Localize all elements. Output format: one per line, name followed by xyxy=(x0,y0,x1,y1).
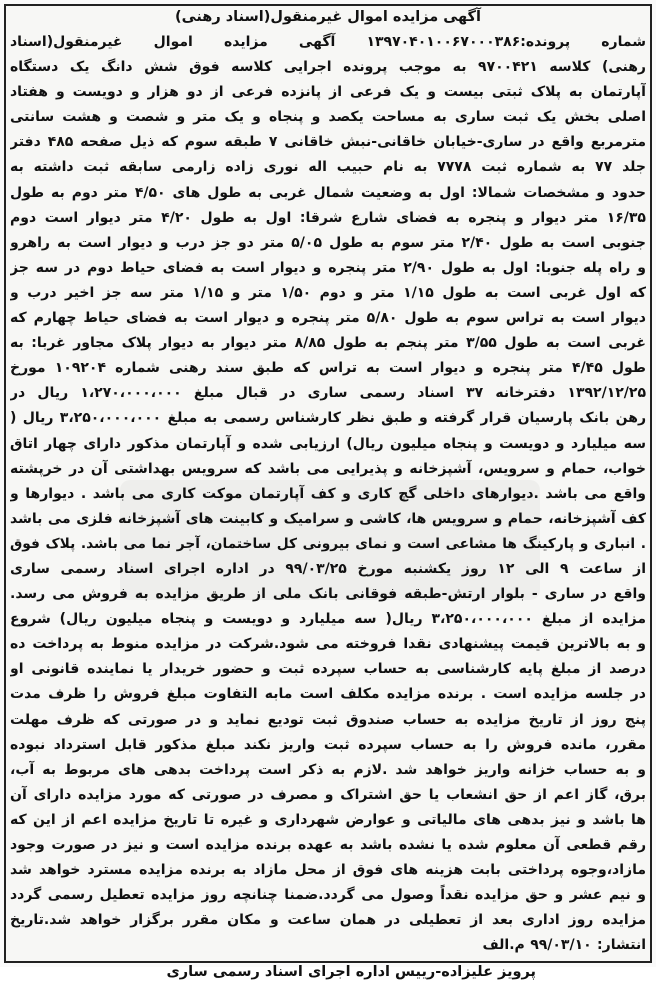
notice-line: و نیم عشر و حق مزایده نقداً وصول می گردد.ضمنا چنانچه روز مزایده تعطیل رسمی گردد xyxy=(10,887,646,904)
notice-line: مازاد،وجوه پرداختی بابت هزینه های فوق از محل مازاد به برنده مزایده مسترد خواهد شد xyxy=(10,862,646,879)
notice-line: ۱۳۹۲/۱۲/۲۵ دفترخانه ۳۷ اسناد رسمی ساری در قبال مبلغ ۱،۲۷۰،۰۰۰،۰۰۰ ریال در xyxy=(10,385,646,402)
notice-line: ها باشد و نیز بدهی های مالیاتی و عوارض شهرداری و غیره تا تاریخ مزایده اعم از این که xyxy=(10,811,646,828)
notice-line: واقع می باشد .دیوارهای داخلی گچ کاری و کف آپارتمان موکت کاری می باشد . دیوارها و xyxy=(10,485,646,502)
notice-line: جنوبی است به طول ۲/۴۰ متر سوم به طول ۵/۰۵ متر دو جز درب و دیوار است به راهرو xyxy=(10,234,646,251)
auction-notice xyxy=(10,6,646,981)
notice-line: ۱۶/۳۵ متر دیوار و پنجره به فضای شارع شرقا: اول به طول ۴/۲۰ متر دیوار است دوم xyxy=(10,209,646,226)
notice-line: رهن بانک پارسیان قرار گرفته و طبق نظر کارشناس رسمی به مبلغ ۳،۲۵۰،۰۰۰،۰۰۰ ریال ( xyxy=(10,410,646,427)
notice-line: رهنی) کلاسه ۹۷۰۰۴۲۱ به موجب پرونده اجرایی کلاسه فوق شش دانگ یک دستگاه xyxy=(10,59,646,76)
notice-line: درصد از مبلغ پایه کارشناسی به حساب سپرده ثبت و حضور خریدار یا نماینده قانونی او xyxy=(10,661,646,678)
notice-line: مقرر، مانده فروش را به حساب سپرده ثبت واریز نکند مبلغ مذکور قابل استرداد نبوده xyxy=(10,736,646,753)
notice-line: کف آشپزخانه، حمام و سرویس ها، کاشی و سرامیک و کابینت های آشپزخانه فلزی می باشد xyxy=(10,510,646,527)
notice-line: . انباری و پارکینگ ها مشاعی است و نمای بیرونی کل ساختمان، آجر نما می باشد. پلاک فوق xyxy=(10,535,646,552)
notice-line: سه میلیارد و دویست و پنجاه میلیون ریال) ارزیابی شده و آپارتمان مذکور دارای چهار اتاق xyxy=(10,435,646,452)
notice-line: و به بالاترین قیمت پیشنهادی نقدا فروخته می شود.شرکت در مزایده منوط به پرداخت ده xyxy=(10,636,646,653)
notice-line: جلد ۷۷ به شماره ثبت ۷۷۷۸ به نام حبیب اله نوری زاده زارمی سابقه ثبت داشته به xyxy=(10,159,646,176)
notice-line: مزایده از مبلغ ۳،۲۵۰،۰۰۰،۰۰۰ ریال( سه میلیارد و دویست و پنجاه میلیون ریال) شروع xyxy=(10,611,646,628)
notice-title: آگهی مزایده اموال غیرمنقول(اسناد رهنی) xyxy=(175,9,481,25)
notice-line: آپارتمان به پلاک ثبتی بیست و یک فرعی از پانزده فرعی از دو هزار و دویست و هفتاد xyxy=(10,84,646,101)
notice-line: از ساعت ۹ الی ۱۲ روز یکشنبه مورخ ۹۹/۰۳/۲۵ در اداره اجرای اسناد رسمی ساری xyxy=(10,560,646,577)
notice-line: و راه پله جنوبا: اول به طول ۲/۹۰ متر پنجره و دیوار است به فضای حیاط دوم در سه جز xyxy=(10,259,646,276)
notice-line: انتشار: ۹۹/۰۳/۱۰ م.الف xyxy=(482,937,646,954)
notice-line: مترمربع واقع در ساری-خیابان خاقانی-نبش خاقانی ۷ طبقه سوم که ذیل صفحه ۴۸۵ دفتر xyxy=(10,134,646,151)
notice-line: که اول غربی است به طول ۱/۱۵ متر و دوم ۱/۵۰ متر و ۱/۱۵ متر سه جز اخیر درب و xyxy=(10,284,646,301)
signature: پرویز علیزاده-رییس اداره اجرای اسناد رسمی ساری xyxy=(166,964,536,981)
notice-line: برق، گاز اعم از حق انشعاب یا حق اشتراک و مصرف در صورتی که مورد مزایده دارای آن xyxy=(10,786,646,803)
notice-line: خواب، حمام و سرویس، آشپزخانه و پذیرایی می باشد که سرویس بهداشتی آن در خرپشته xyxy=(10,460,646,477)
notice-line: در جلسه مزایده است . برنده مزایده مکلف است مابه التفاوت مبلغ فروش را ظرف مدت xyxy=(10,686,646,703)
notice-line: حدود و مشخصات شمالا: اول به وضعیت شمال غربی به طول های ۴/۵۰ متر دوم به طول xyxy=(10,184,646,201)
notice-line: دیوار است به تراس سوم به طول ۵/۸۰ متر پنجره و دیوار است به فضای حیاط چهارم که xyxy=(10,310,646,327)
notice-body xyxy=(10,30,646,958)
notice-line: مزایده روز اداری بعد از تعطیلی در همان ساعت و مکان مقرر برگزار خواهد شد.تاریخ xyxy=(10,912,646,929)
notice-line: غربی است به طول ۳/۵۵ متر پنجم به طول ۸/۸۵ متر دیوار به دیوار پلاک مجاور غربا: به xyxy=(10,335,646,352)
notice-line: طول ۴/۴۵ متر پنجره و دیوار است به تراس که طبق سند رهنی شماره ۱۰۹۲۰۴ مورخ xyxy=(10,360,646,377)
notice-line: و به حساب خزانه واریز خواهد شد .لازم به ذکر است پرداخت بدهی های مربوط به آب، xyxy=(10,761,646,778)
notice-line: واقع در ساری - بلوار ارتش-طبقه فوقانی بانک ملی از طریق مزایده به فروش می رسد. xyxy=(10,586,646,603)
notice-line: اصلی بخش یک ثبت ساری به مساحت یکصد و پنجاه و یک متر و شصت و هشت سانتی xyxy=(10,109,646,126)
notice-line: شماره پرونده:۱۳۹۷۰۴۰۱۰۰۶۷۰۰۰۳۸۶ آگهی مزایده اموال غیرمنقول(اسناد xyxy=(10,34,646,50)
notice-line: پنج روز از تاریخ مزایده به حساب صندوق ثبت تودیع نماید و در صورتی که ظرف مهلت xyxy=(10,711,646,728)
notice-line: رقم قطعی آن معلوم شده یا نشده باشد به عهده برنده مزایده است و نیز در صورت وجود xyxy=(10,837,646,853)
